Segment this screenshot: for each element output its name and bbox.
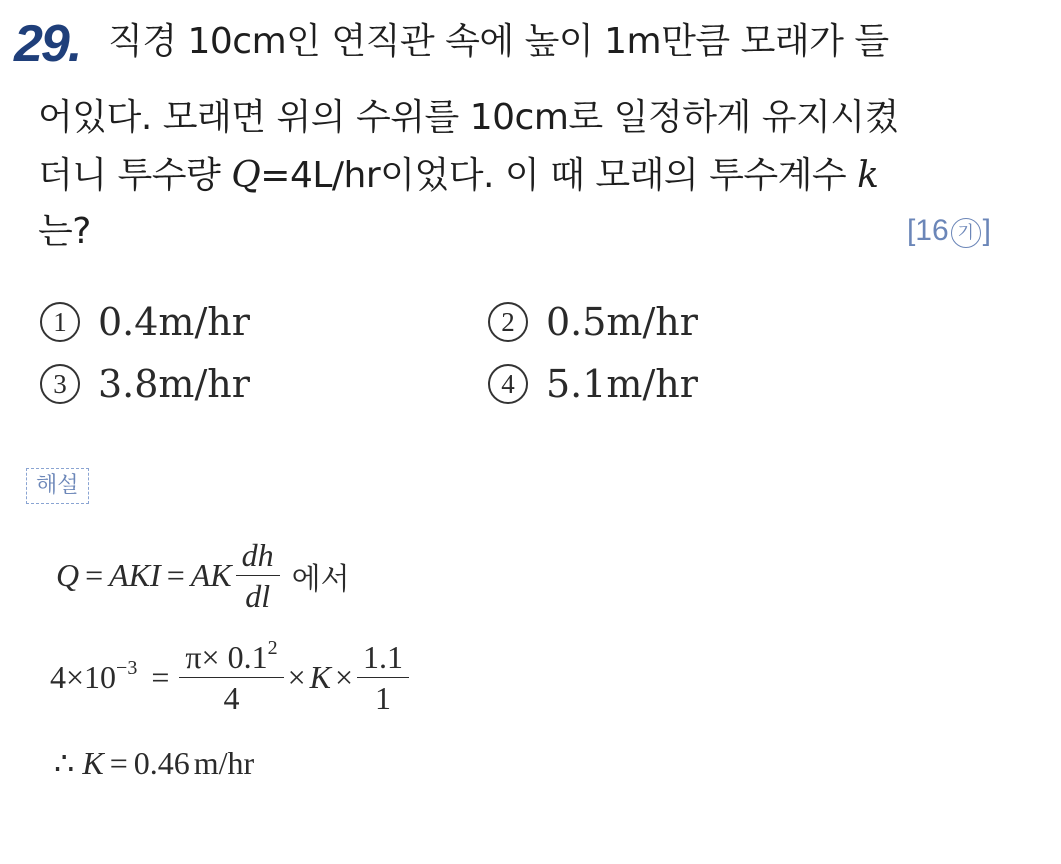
choice-text-2: 0.5m/hr [546,300,698,344]
coefficient-symbol-k: k [857,155,879,196]
equation-darcy [56,538,350,613]
eq2-frac2-denominator: 1 [357,677,409,715]
eq3-k: K [82,744,104,781]
choice-4[interactable] [488,362,698,406]
question-number: 29. [14,15,81,73]
eq1-lhs: Q [56,557,80,593]
eq3-equals: = [109,744,128,781]
flow-symbol-q: Q [231,155,261,196]
eq2-frac-numerator [179,637,283,677]
exam-source-tag [907,214,991,248]
choice-text-3: 3.8m/hr [98,362,250,406]
question-text-part: =4L/hr이었다. 이 때 모래의 투수계수 [260,155,858,196]
eq1-gradient-fraction [236,538,280,613]
eq2-frac-denominator: 4 [179,677,283,715]
choice-text-4: 5.1m/hr [546,362,698,406]
question-text-part: 더니 투수량 [38,155,232,196]
eq2-frac-num-exponent: 2 [267,637,278,659]
eq1-suffix: 에서 [291,561,350,597]
eq1-aki: AKI [109,557,161,593]
choice-number-2: 2 [488,302,528,342]
therefore-symbol: ∴ [54,745,75,781]
eq2-times-2: × [334,659,354,695]
eq2-equals: = [151,659,170,695]
eq2-lhs-exponent: −3 [116,657,138,679]
question-line-4: 는? [38,211,91,252]
source-year: [16 [906,214,949,247]
eq3-value: 0.46 [133,744,190,781]
eq1-frac-numerator: dh [241,537,274,573]
source-close: ] [982,214,991,247]
choice-3[interactable] [40,362,250,406]
eq2-times-1: × [287,659,306,695]
question-line-1: 직경 10cm인 연직관 속에 높이 1m만큼 모래가 들 [108,21,889,62]
eq1-ak: AK [190,557,232,593]
eq1-equals-1: = [85,557,104,593]
eq2-gradient-fraction [357,640,409,715]
eq1-equals-2: = [166,557,185,593]
eq2-k: K [309,659,331,695]
choice-text-1: 0.4m/hr [98,300,250,344]
eq2-frac2-numerator: 1.1 [363,639,404,675]
question-line-3 [38,154,878,198]
choice-number-3: 3 [40,364,80,404]
choice-number-4: 4 [488,364,528,404]
equation-result [54,744,254,782]
source-type-badge: 기 [951,218,981,248]
eq3-unit: m/hr [193,744,255,781]
choice-number-1: 1 [40,302,80,342]
choice-1[interactable] [40,300,250,344]
solution-badge: 해설 [26,468,89,504]
question-line-2: 어있다. 모래면 위의 수위를 10cm로 일정하게 유지시켰 [38,97,899,138]
eq2-lhs [50,659,137,696]
eq2-frac-num-base: π× 0.1 [185,639,268,675]
equation-substitution [50,637,413,716]
choice-2[interactable] [488,300,698,344]
eq2-area-fraction [179,637,283,716]
eq1-frac-denominator: dl [236,575,280,613]
eq2-lhs-base: 4×10 [50,659,117,695]
